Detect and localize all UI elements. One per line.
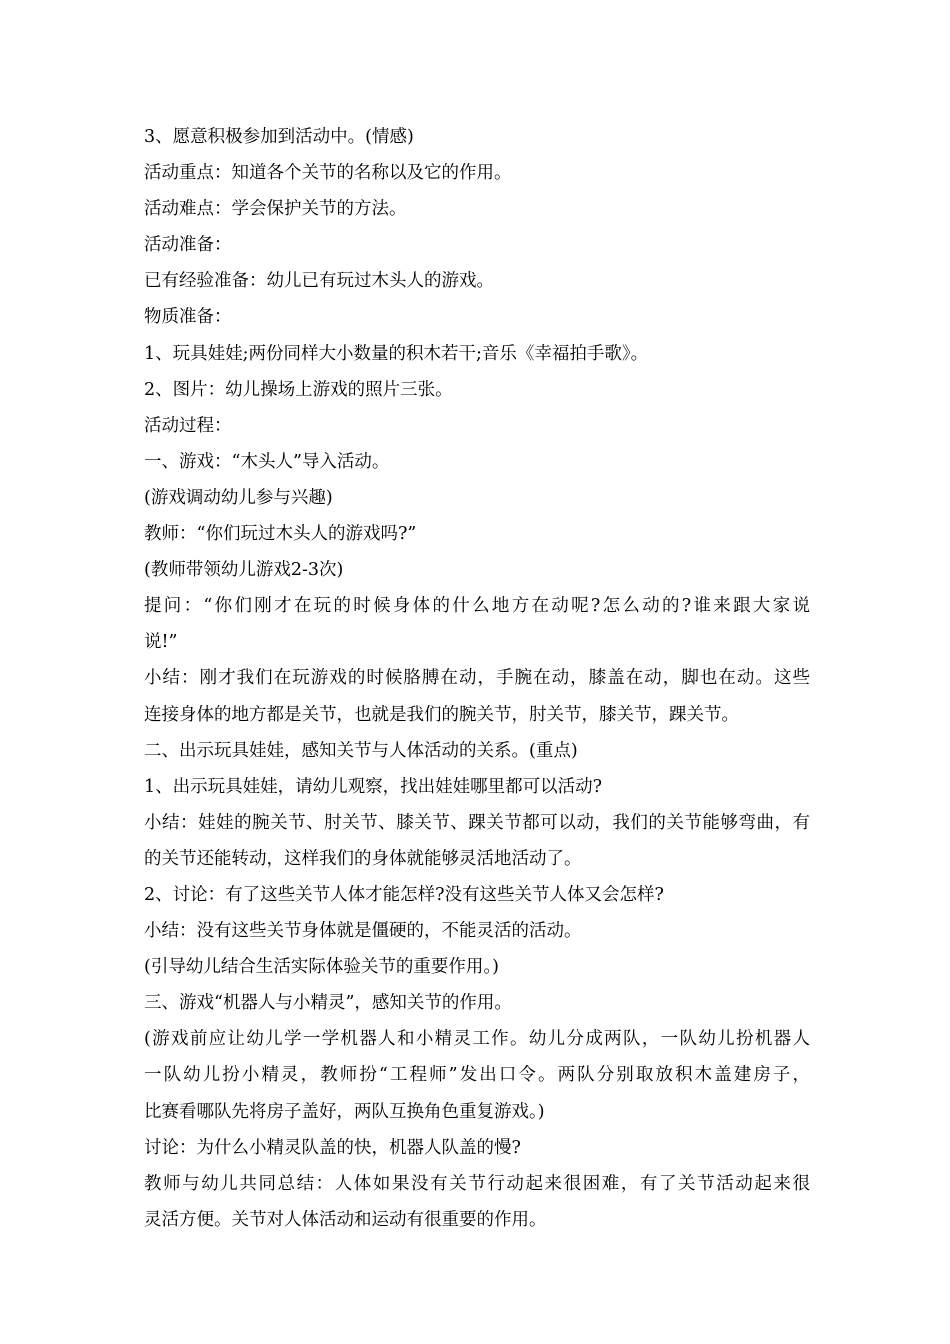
text-line: 灵活方便。关节对人体活动和运动有很重要的作用。 (144, 1209, 547, 1230)
text-line: 已有经验准备：幼儿已有玩过木头人的游戏。 (144, 271, 494, 292)
text-line: 讨论：为什么小精灵队盖的快，机器人队盖的慢? (144, 1137, 521, 1158)
text-line: 1、玩具娃娃;两份同样大小数量的积木若干;音乐《幸福拍手歌》。 (144, 343, 649, 364)
text-line: 3、愿意积极参加到活动中。(情感) (144, 127, 414, 147)
document-body (144, 119, 810, 1238)
text-line: (游戏前应让幼儿学一学机器人和小精灵工作。幼儿分成两队，一队幼儿扮机器人 (144, 1029, 810, 1050)
text-line: 一队幼儿扮小精灵，教师扮“工程师”发出口令。两队分别取放积木盖建房子， (144, 1065, 810, 1086)
text-line: 二、出示玩具娃娃，感知关节与人体活动的关系。(重点) (144, 740, 578, 761)
text-line: 小结：娃娃的腕关节、肘关节、膝关节、踝关节都可以动，我们的关节能够弯曲，有 (144, 812, 810, 833)
text-line: 一、游戏：“木头人”导入活动。 (144, 451, 390, 472)
text-line: 2、图片：幼儿操场上游戏的照片三张。 (144, 379, 453, 400)
text-line: 教师：“你们玩过木头人的游戏吗?” (144, 524, 417, 545)
text-line: 活动准备： (144, 235, 232, 256)
text-line: 教师与幼儿共同总结：人体如果没有关节行动起来很困难，有了关节活动起来很 (144, 1173, 810, 1194)
text-line: 物质准备： (144, 307, 232, 328)
text-line: 小结：没有这些关节身体就是僵硬的，不能灵活的活动。 (144, 921, 582, 942)
text-line: 活动重点：知道各个关节的名称以及它的作用。 (144, 163, 512, 184)
text-line: 说!” (144, 632, 178, 653)
text-line: (游戏调动幼儿参与兴趣) (144, 487, 333, 508)
text-line: 比赛看哪队先将房子盖好，两队互换角色重复游戏。) (144, 1101, 545, 1122)
text-line: 三、游戏“机器人与小精灵”，感知关节的作用。 (144, 993, 512, 1014)
text-line: 活动过程： (144, 415, 232, 436)
text-line: (教师带领幼儿游戏2-3次) (144, 560, 344, 581)
text-line: 连接身体的地方都是关节，也就是我们的腕关节，肘关节，膝关节，踝关节。 (144, 704, 739, 725)
text-line: 小结：刚才我们在玩游戏的时候胳膊在动，手腕在动，膝盖在动，脚也在动。这些 (144, 668, 810, 689)
text-line: 2、讨论：有了这些关节人体才能怎样?没有这些关节人体又会怎样? (144, 884, 664, 905)
text-line: 的关节还能转动，这样我们的身体就能够灵活地活动了。 (144, 848, 582, 869)
text-line: 1、出示玩具娃娃，请幼儿观察，找出娃娃哪里都可以活动? (144, 776, 603, 797)
text-line: 提问：“你们刚才在玩的时候身体的什么地方在动呢?怎么动的?谁来跟大家说 (144, 596, 810, 617)
text-line: 活动难点：学会保护关节的方法。 (144, 199, 407, 220)
text-line: (引导幼儿结合生活实际体验关节的重要作用。) (144, 957, 499, 978)
